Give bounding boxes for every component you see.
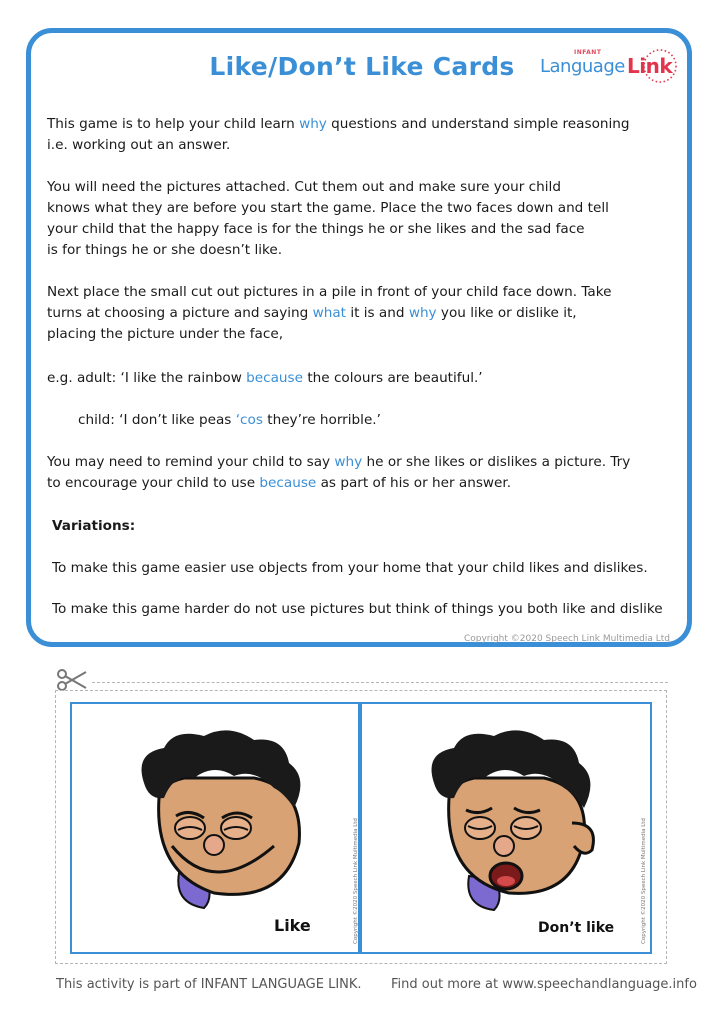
logo-infant-text: INFANT: [574, 49, 602, 56]
logo-link-text: Link: [627, 54, 673, 78]
copyright-notice: Copyright ©2020 Speech Link Multimedia Ltd: [463, 634, 670, 644]
logo-dots-ring-icon: [640, 46, 680, 86]
materials-paragraph: You will need the pictures attached. Cut them out and make sure your child knows what they are before you start the game. Place the two faces down and tell your child that the happy face is for the things he or she likes and the sad face is for things he or she doesn’t like.: [47, 179, 609, 258]
example-adult: e.g. adult: ‘I like the rainbow because the colours are beautiful.’: [47, 370, 483, 386]
like-card-label: Like: [274, 916, 311, 935]
example-child: child: ‘I don’t like peas ‘cos they’re horrible.’: [78, 412, 381, 428]
happy-face-icon: [134, 728, 314, 918]
language-link-logo: [540, 46, 678, 86]
footer-activity-note: This activity is part of INFANT LANGUAGE LINK.: [56, 977, 362, 992]
footer-website[interactable]: Find out more at www.speechandlanguage.info: [391, 977, 697, 992]
intro-paragraph: This game is to help your child learn why questions and understand simple reasoning i.e. working out an answer.: [47, 116, 630, 153]
dont-like-card-copyright: Copyright ©2020 Speech Link Multimedia Ltd: [641, 818, 647, 944]
variations-heading: Variations:: [52, 518, 136, 534]
dont-like-card-label: Don’t like: [538, 920, 615, 936]
variation-easier: To make this game easier use objects from your home that your child likes and dislikes.: [52, 560, 648, 576]
sad-face-icon: [424, 728, 604, 918]
dont-like-card[interactable]: [360, 702, 652, 954]
cut-line: [92, 682, 668, 683]
page-title: Like/Don’t Like Cards: [209, 52, 515, 81]
variation-harder: To make this game harder do not use pictures but think of things you both like and dislike: [52, 601, 663, 617]
scissors-icon: [56, 668, 88, 692]
gameplay-paragraph: Next place the small cut out pictures in a pile in front of your child face down. Take turns at choosing a picture and saying what it is and why you like or dislike it, placing the picture under the face,: [47, 284, 612, 342]
like-card-copyright: Copyright ©2020 Speech Link Multimedia Ltd: [353, 818, 359, 944]
logo-language-text: Language: [540, 56, 625, 77]
reminder-paragraph: You may need to remind your child to say why he or she likes or dislikes a picture. Try to encourage your child to use because as part of his or her answer.: [47, 454, 631, 491]
like-card[interactable]: [70, 702, 360, 954]
